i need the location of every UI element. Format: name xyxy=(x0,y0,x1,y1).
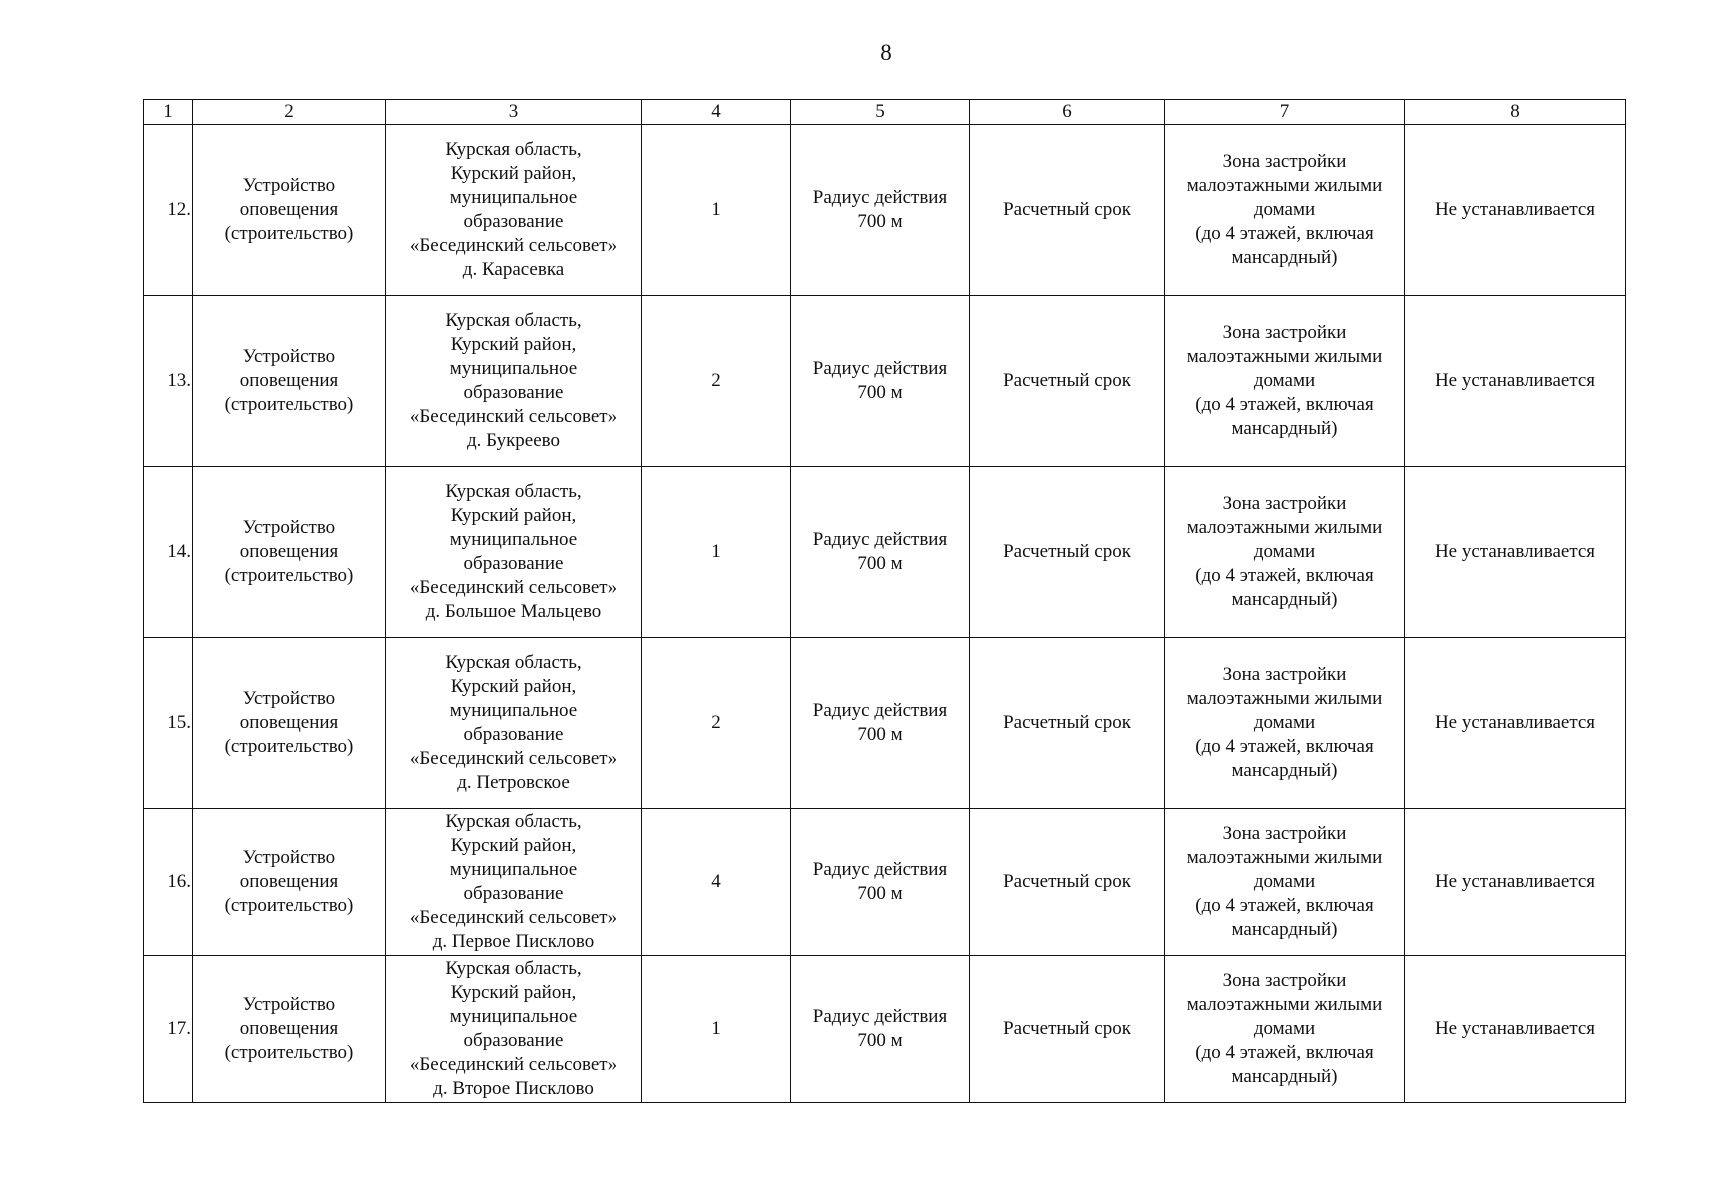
object-zone: Зона застройки малоэтажными жилыми домами (до 4 этажей, включая мансардный) xyxy=(1165,809,1405,956)
object-term: Расчетный срок xyxy=(970,125,1165,296)
header-cell: 2 xyxy=(193,100,386,125)
objects-table xyxy=(143,99,1626,1103)
header-cell: 3 xyxy=(386,100,642,125)
object-characteristic: Радиус действия 700 м xyxy=(791,956,970,1103)
page-number: 8 xyxy=(880,40,892,65)
object-term: Расчетный срок xyxy=(970,296,1165,467)
object-location: Курская область, Курский район, муниципальное образование «Бесединский сельсовет» д. Первое Писклово xyxy=(386,809,642,956)
object-term: Расчетный срок xyxy=(970,809,1165,956)
object-characteristic: Радиус действия 700 м xyxy=(791,125,970,296)
object-name: Устройство оповещения (строительство) xyxy=(193,956,386,1103)
table-row xyxy=(144,296,1626,467)
object-restriction: Не устанавливается xyxy=(1405,956,1626,1103)
object-location: Курская область, Курский район, муниципальное образование «Бесединский сельсовет» д. Петровское xyxy=(386,638,642,809)
object-count: 4 xyxy=(642,809,791,956)
object-name: Устройство оповещения (строительство) xyxy=(193,467,386,638)
object-characteristic: Радиус действия 700 м xyxy=(791,809,970,956)
table-row xyxy=(144,638,1626,809)
object-location: Курская область, Курский район, муниципальное образование «Бесединский сельсовет» д. Карасевка xyxy=(386,125,642,296)
object-characteristic: Радиус действия 700 м xyxy=(791,296,970,467)
object-location: Курская область, Курский район, муниципальное образование «Бесединский сельсовет» д. Второе Писклово xyxy=(386,956,642,1103)
header-cell: 8 xyxy=(1405,100,1626,125)
object-characteristic: Радиус действия 700 м xyxy=(791,638,970,809)
row-number: 15. xyxy=(144,638,193,809)
table-row xyxy=(144,956,1626,1103)
table-row xyxy=(144,809,1626,956)
object-name: Устройство оповещения (строительство) xyxy=(193,125,386,296)
header-cell: 5 xyxy=(791,100,970,125)
object-term: Расчетный срок xyxy=(970,467,1165,638)
row-number: 14. xyxy=(144,467,193,638)
table-row xyxy=(144,125,1626,296)
object-term: Расчетный срок xyxy=(970,638,1165,809)
object-restriction: Не устанавливается xyxy=(1405,125,1626,296)
row-number: 12. xyxy=(144,125,193,296)
object-count: 2 xyxy=(642,638,791,809)
table-row xyxy=(144,467,1626,638)
row-number: 16. xyxy=(144,809,193,956)
object-count: 1 xyxy=(642,467,791,638)
object-count: 2 xyxy=(642,296,791,467)
object-zone: Зона застройки малоэтажными жилыми домами (до 4 этажей, включая мансардный) xyxy=(1165,125,1405,296)
header-cell: 1 xyxy=(144,100,193,125)
object-count: 1 xyxy=(642,125,791,296)
object-name: Устройство оповещения (строительство) xyxy=(193,638,386,809)
object-location: Курская область, Курский район, муниципальное образование «Бесединский сельсовет» д. Большое Мальцево xyxy=(386,467,642,638)
row-number: 13. xyxy=(144,296,193,467)
header-cell: 7 xyxy=(1165,100,1405,125)
object-restriction: Не устанавливается xyxy=(1405,638,1626,809)
header-row xyxy=(144,100,1626,125)
object-restriction: Не устанавливается xyxy=(1405,296,1626,467)
header-cell: 4 xyxy=(642,100,791,125)
object-characteristic: Радиус действия 700 м xyxy=(791,467,970,638)
object-zone: Зона застройки малоэтажными жилыми домами (до 4 этажей, включая мансардный) xyxy=(1165,956,1405,1103)
object-zone: Зона застройки малоэтажными жилыми домами (до 4 этажей, включая мансардный) xyxy=(1165,296,1405,467)
header-cell: 6 xyxy=(970,100,1165,125)
object-name: Устройство оповещения (строительство) xyxy=(193,296,386,467)
row-number: 17. xyxy=(144,956,193,1103)
object-restriction: Не устанавливается xyxy=(1405,467,1626,638)
object-count: 1 xyxy=(642,956,791,1103)
object-zone: Зона застройки малоэтажными жилыми домами (до 4 этажей, включая мансардный) xyxy=(1165,467,1405,638)
object-zone: Зона застройки малоэтажными жилыми домами (до 4 этажей, включая мансардный) xyxy=(1165,638,1405,809)
object-location: Курская область, Курский район, муниципальное образование «Бесединский сельсовет» д. Букреево xyxy=(386,296,642,467)
object-name: Устройство оповещения (строительство) xyxy=(193,809,386,956)
object-restriction: Не устанавливается xyxy=(1405,809,1626,956)
object-term: Расчетный срок xyxy=(970,956,1165,1103)
